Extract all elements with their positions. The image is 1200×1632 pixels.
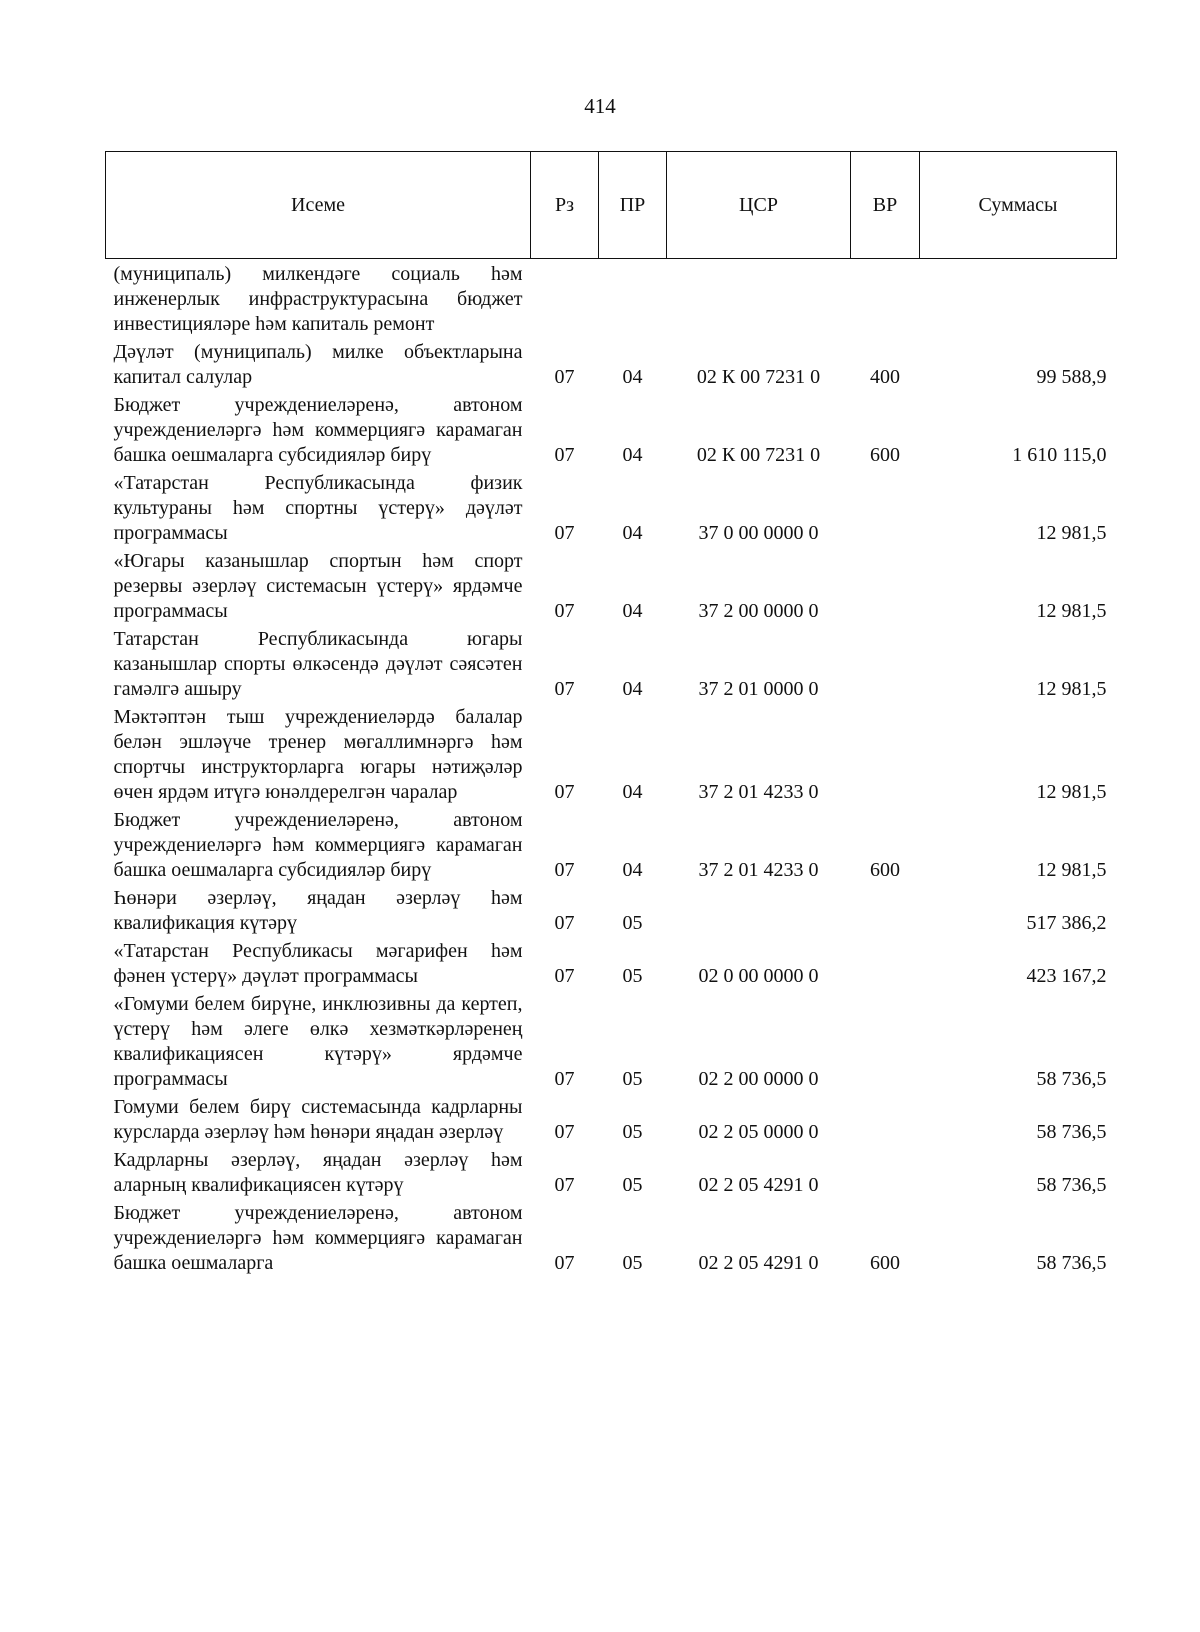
- row-sum: 58 736,5: [1036, 1068, 1107, 1090]
- row-vr: 600: [870, 1252, 900, 1274]
- row-sum: 12 981,5: [1036, 781, 1107, 803]
- row-rz: 07: [554, 522, 575, 544]
- row-pr: 05: [622, 1121, 643, 1143]
- row-pr: 04: [622, 600, 643, 622]
- row-csr: 02 2 05 0000 0: [698, 1121, 819, 1143]
- table-row: [106, 627, 1117, 705]
- row-csr: 37 2 00 0000 0: [698, 600, 819, 622]
- table-row: [106, 340, 1117, 393]
- row-rz: 07: [554, 965, 575, 987]
- row-rz: 07: [554, 1252, 575, 1274]
- row-rz: 07: [554, 366, 575, 388]
- row-sum: 58 736,5: [1036, 1252, 1107, 1274]
- row-name: Дәүләт (муниципаль) милке объектларына капитал салулар: [113, 341, 523, 388]
- row-name: «Югары казанышлар спортын һәм спорт резервы әзерләү системасын үстерү» ярдәмче программасы: [113, 550, 523, 622]
- header-vr: ВР: [851, 152, 920, 259]
- row-vr: [851, 549, 920, 627]
- row-name: Бюджет учреждениеләренә, автоном учреждениеләргә һәм коммерциягә карамаган башка оешмаларга: [113, 1202, 523, 1274]
- row-rz: [531, 259, 599, 341]
- row-csr: 37 2 01 4233 0: [698, 781, 819, 803]
- row-rz: 07: [554, 859, 575, 881]
- row-pr: 04: [622, 859, 643, 881]
- row-name: Гомуми белем бирү системасында кадрларны курсларда әзерләү һәм һөнәри яңадан әзерләү: [113, 1096, 523, 1143]
- table-row: [106, 549, 1117, 627]
- row-sum: 58 736,5: [1036, 1174, 1107, 1196]
- row-name: Бюджет учреждениеләренә, автоном учреждениеләргә һәм коммерциягә карамаган башка оешмаларга субсидияләр бирү: [113, 809, 523, 881]
- table-row: [106, 992, 1117, 1095]
- row-csr: 02 К 00 7231 0: [696, 444, 821, 466]
- table-row: [106, 1148, 1117, 1201]
- row-vr: 400: [870, 366, 900, 388]
- row-pr: 05: [622, 965, 643, 987]
- header-name: Исеме: [106, 152, 531, 259]
- row-name: Татарстан Республикасында югары казанышлар спорты өлкәсендә дәүләт сәясәтен гамәлгә ашыру: [113, 628, 523, 700]
- page-number: 414: [584, 94, 616, 118]
- table-row: [106, 471, 1117, 549]
- row-pr: 05: [622, 1068, 643, 1090]
- budget-table: [105, 151, 1117, 1279]
- row-sum: 12 981,5: [1036, 600, 1107, 622]
- row-pr: [599, 259, 667, 341]
- row-pr: 05: [622, 1174, 643, 1196]
- header-pr: ПР: [599, 152, 667, 259]
- table-row: [106, 939, 1117, 992]
- row-vr: [851, 471, 920, 549]
- row-csr: 02 2 05 4291 0: [698, 1174, 819, 1196]
- row-rz: 07: [554, 781, 575, 803]
- row-rz: 07: [554, 444, 575, 466]
- header-rz: Рз: [531, 152, 599, 259]
- row-sum: 12 981,5: [1036, 522, 1107, 544]
- table-row: [106, 259, 1117, 341]
- table-row: [106, 1201, 1117, 1279]
- row-sum: 12 981,5: [1036, 678, 1107, 700]
- row-csr: 02 0 00 0000 0: [698, 965, 819, 987]
- row-vr: [851, 627, 920, 705]
- row-pr: 05: [622, 1252, 643, 1274]
- row-csr: 02 2 00 0000 0: [698, 1068, 819, 1090]
- row-pr: 04: [622, 522, 643, 544]
- row-csr: 37 2 01 4233 0: [698, 859, 819, 881]
- header-csr: ЦСР: [667, 152, 851, 259]
- row-csr: 02 2 05 4291 0: [698, 1252, 819, 1274]
- row-sum: 12 981,5: [1036, 859, 1107, 881]
- row-csr: 02 К 00 7231 0: [696, 366, 821, 388]
- row-csr: [667, 259, 851, 341]
- row-name: (муниципаль) милкендәге социаль һәм инженерлык инфраструктурасына бюджет инвестицияләре һәм капиталь ремонт: [113, 263, 523, 335]
- row-vr: [851, 886, 920, 939]
- row-name: Бюджет учреждениеләренә, автоном учреждениеләргә һәм коммерциягә карамаган башка оешмаларга субсидияләр бирү: [113, 394, 523, 466]
- header-row: [106, 152, 1117, 259]
- row-sum: 99 588,9: [1036, 366, 1107, 388]
- row-vr: [851, 1095, 920, 1148]
- table-body: [106, 259, 1117, 1280]
- row-vr: [851, 992, 920, 1095]
- row-rz: 07: [554, 1174, 575, 1196]
- row-csr: [667, 886, 851, 939]
- row-name: «Татарстан Республикасы мәгарифен һәм фәнен үстерү» дәүләт программасы: [113, 940, 523, 987]
- table-row: [106, 886, 1117, 939]
- row-sum: 58 736,5: [1036, 1121, 1107, 1143]
- row-vr: [851, 1148, 920, 1201]
- row-vr: [851, 705, 920, 808]
- row-csr: 37 0 00 0000 0: [698, 522, 819, 544]
- row-name: Һөнәри әзерләү, яңадан әзерләү һәм квалификация күтәрү: [113, 887, 523, 934]
- row-vr: [851, 939, 920, 992]
- row-sum: 423 167,2: [1026, 965, 1107, 987]
- row-pr: 05: [622, 912, 643, 934]
- row-rz: 07: [554, 1068, 575, 1090]
- table-row: [106, 1095, 1117, 1148]
- row-pr: 04: [622, 366, 643, 388]
- table-header: [106, 152, 1117, 259]
- row-rz: 07: [554, 600, 575, 622]
- row-pr: 04: [622, 781, 643, 803]
- row-sum: 1 610 115,0: [1012, 444, 1107, 466]
- table-row: [106, 808, 1117, 886]
- row-name: Мәктәптән тыш учреждениеләрдә балалар белән эшләүче тренер мөгаллимнәргә һәм спортчы инструкторларга югары нәтиҗәләр өчен ярдәм итүгә юнәлдерелгән чаралар: [113, 706, 523, 803]
- header-sum: Суммасы: [920, 152, 1117, 259]
- table-row: [106, 705, 1117, 808]
- row-name: «Гомуми белем бирүне, инклюзивны да кертеп, үстерү һәм әлеге өлкә хезмәткәрләренең квалификациясен күтәрү» ярдәмче программасы: [113, 993, 523, 1090]
- row-rz: 07: [554, 1121, 575, 1143]
- row-rz: 07: [554, 912, 575, 934]
- row-rz: 07: [554, 678, 575, 700]
- row-vr: 600: [870, 444, 900, 466]
- row-vr: 600: [870, 859, 900, 881]
- row-name: Кадрларны әзерләү, яңадан әзерләү һәм аларның квалификациясен күтәрү: [113, 1149, 523, 1196]
- row-sum: [920, 259, 1117, 341]
- row-csr: 37 2 01 0000 0: [698, 678, 819, 700]
- row-sum: 517 386,2: [1026, 912, 1107, 934]
- row-name: «Татарстан Республикасында физик культураны һәм спортны үстерү» дәүләт программасы: [113, 472, 523, 544]
- row-vr: [851, 259, 920, 341]
- row-pr: 04: [622, 678, 643, 700]
- row-pr: 04: [622, 444, 643, 466]
- table-row: [106, 393, 1117, 471]
